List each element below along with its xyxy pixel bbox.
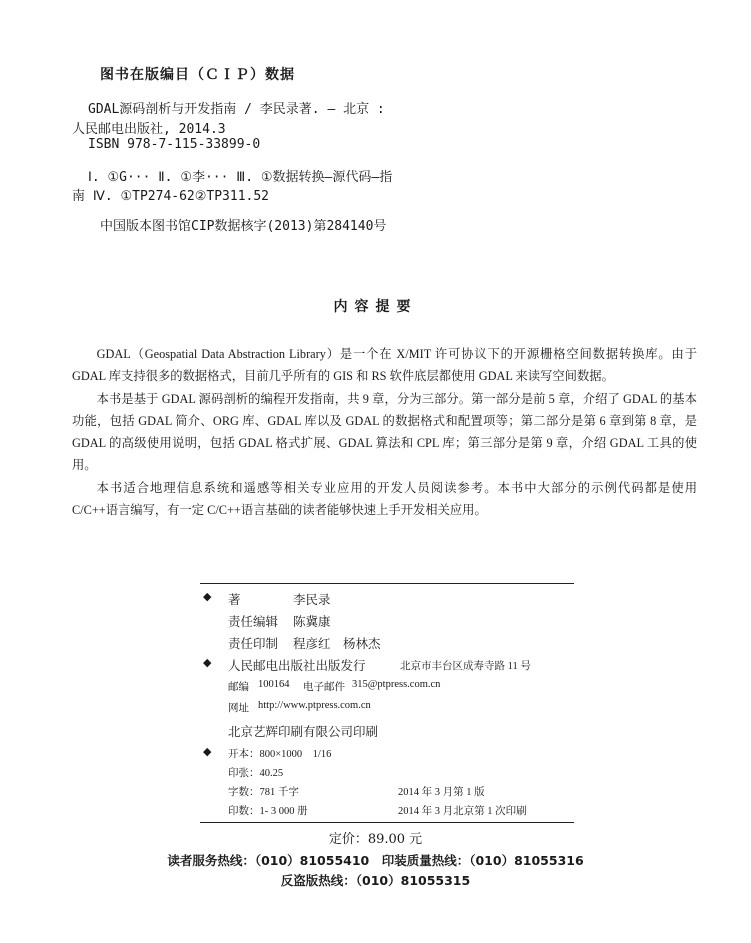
cip-line-publisher: 人民邮电出版社, 2014.3 <box>72 122 226 137</box>
print-manager-label: 责任印制 <box>228 637 279 651</box>
website-label: 网址 <box>228 703 249 714</box>
author-label: 著 <box>228 593 241 607</box>
printing-info: 2014 年 3 月北京第 1 次印刷 <box>398 806 527 817</box>
price: 定价：89.00 元 <box>328 832 423 847</box>
credits-top-rule <box>200 583 574 584</box>
diamond-bullet-icon: ◆ <box>203 591 212 603</box>
email-label: 电子邮件 <box>303 682 345 693</box>
summary-paragraph: 本书是基于 GDAL 源码剖析的编程开发指南，共 9 章，分为三部分。第一部分是前 5 章，介绍了 GDAL 的基本功能，包括 GDAL 简介、ORG 库、GDAL 库以及 GDAL 的数据格式和配置项等；第二部分是第 6 章到第 8 章，是 GDAL 的高级使用说明，包括 GDAL 格式扩展、GDAL 算法和 CPL 库；第三部分是第 9 章，介绍 GDAL 工具的使用。 <box>72 391 697 473</box>
summary-body <box>72 343 697 521</box>
credits-bottom-rule <box>200 822 574 823</box>
website-url: http://www.ptpress.com.cn <box>258 700 371 711</box>
email-address: 315@ptpress.com.cn <box>352 679 441 690</box>
service-hotlines: 读者服务热线：（010）81055410 印装质量热线：（010）81055316 <box>167 853 584 868</box>
cip-line-title: GDAL源码剖析与开发指南 / 李民录著. — 北京 : <box>88 102 385 117</box>
cip-line-classification: Ⅰ. ①G··· Ⅱ. ①李··· Ⅲ. ①数据转换—源代码—指 <box>88 170 393 185</box>
publisher-address: 北京市丰台区成寿寺路 11 号 <box>400 661 531 672</box>
editor-label: 责任编辑 <box>228 615 279 629</box>
print-sheets: 印张：40.25 <box>228 768 284 779</box>
book-format: 开本：800×1000 1/16 <box>228 749 332 760</box>
print-run: 印数：1- 3 000 册 <box>228 806 308 817</box>
author-name: 李民录 <box>293 593 331 607</box>
word-count: 字数：781 千字 <box>228 787 299 798</box>
summary-heading: 内容提要 <box>333 299 418 315</box>
editor-name: 陈冀康 <box>293 615 331 629</box>
cip-line-classification-cont: 南 Ⅳ. ①TP274-62②TP311.52 <box>72 189 270 204</box>
edition-info: 2014 年 3 月第 1 版 <box>398 787 485 798</box>
print-manager-names: 程彦红 杨林杰 <box>293 637 381 651</box>
summary-paragraph: 本书适合地理信息系统和遥感等相关专业应用的开发人员阅读参考。本书中大部分的示例代码都是使用 C/C++语言编写，有一定 C/C++语言基础的读者能够快速上手开发相关应用。 <box>72 480 697 518</box>
diamond-bullet-icon: ◆ <box>203 746 212 758</box>
cip-line-isbn: ISBN 978-7-115-33899-0 <box>88 137 261 152</box>
zip-label: 邮编 <box>228 682 249 693</box>
diamond-bullet-icon: ◆ <box>203 657 212 669</box>
anti-piracy-hotline: 反盗版热线：（010）81055315 <box>280 873 471 888</box>
cip-record-number: 中国版本图书馆CIP数据核字(2013)第284140号 <box>100 219 387 234</box>
printer-name: 北京艺辉印刷有限公司印刷 <box>228 725 379 739</box>
zip-code: 100164 <box>258 679 290 690</box>
summary-paragraph: GDAL（Geospatial Data Abstraction Library）是一个在 X/MIT 许可协议下的开源栅格空间数据转换库。由于 GDAL 库支持很多的数据格式，目前几乎所有的 GIS 和 RS 软件底层都使用 GDAL 来读写空间数据。 <box>72 347 697 384</box>
publisher-name: 人民邮电出版社出版发行 <box>228 659 366 673</box>
cip-title: 图书在版编目（ＣＩＰ）数据 <box>100 67 295 83</box>
